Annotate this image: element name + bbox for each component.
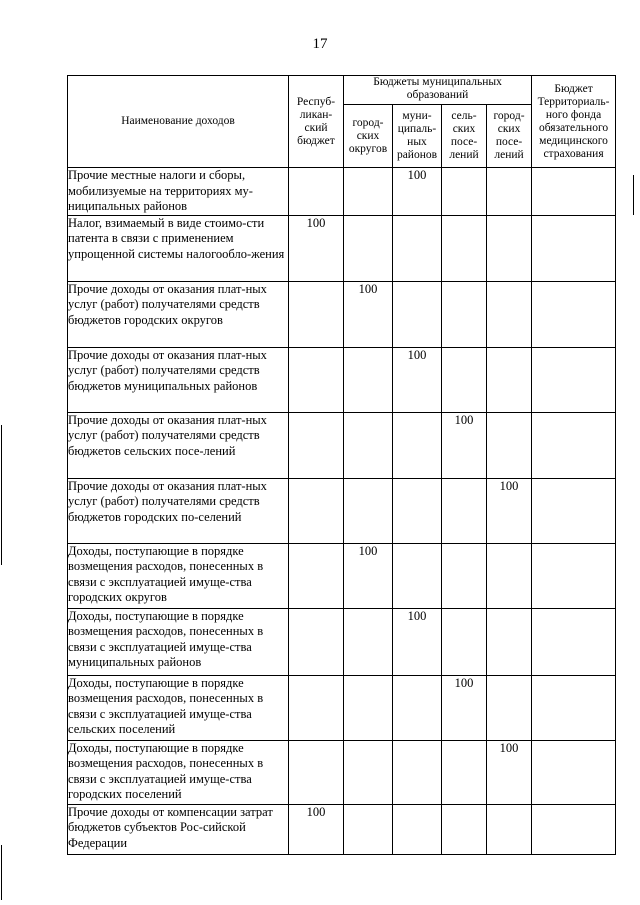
table-row (68, 412, 616, 478)
scan-edge-mark (1, 425, 2, 565)
table-row (68, 740, 616, 804)
share-cell-tfoms (532, 478, 616, 543)
header-municipal-budgets: Бюджеты муниципальных образований (344, 76, 532, 105)
share-cell-city: 100 (344, 281, 393, 347)
share-cell-mun (393, 675, 442, 740)
share-cell-republic (289, 478, 344, 543)
revenue-name-cell: Прочие доходы от компенсации затрат бюджетов субъектов Рос-сийской Федерации (68, 804, 289, 854)
share-cell-republic (289, 412, 344, 478)
share-cell-republic (289, 675, 344, 740)
share-cell-city (344, 740, 393, 804)
table-row (68, 215, 616, 281)
share-cell-city (344, 804, 393, 854)
share-cell-republic: 100 (289, 215, 344, 281)
revenue-name-cell: Прочие доходы от оказания плат-ных услуг (работ) получателями средств бюджетов городских округов (68, 281, 289, 347)
revenue-name-cell: Прочие местные налоги и сборы, мобилизуемые на территориях му-ниципальных районов (68, 168, 289, 216)
share-cell-republic: 100 (289, 804, 344, 854)
scan-edge-mark (1, 845, 2, 900)
share-cell-tfoms (532, 168, 616, 216)
share-cell-republic (289, 168, 344, 216)
share-cell-mun (393, 215, 442, 281)
share-cell-urban (487, 215, 532, 281)
table-row (68, 608, 616, 675)
share-cell-rural: 100 (442, 412, 487, 478)
table-row (68, 347, 616, 412)
share-cell-tfoms (532, 412, 616, 478)
share-cell-city (344, 608, 393, 675)
revenue-name-cell: Доходы, поступающие в порядке возмещения расходов, понесенных в связи с эксплуатацией имуще-ства сельских поселений (68, 675, 289, 740)
header-tfoms-budget: Бюджет Территориаль- ного фонда обязательного медицинского страхования (532, 76, 616, 168)
page-number: 17 (312, 36, 328, 52)
share-cell-rural: 100 (442, 675, 487, 740)
share-cell-republic (289, 347, 344, 412)
share-cell-mun: 100 (393, 347, 442, 412)
share-cell-rural (442, 281, 487, 347)
share-cell-rural (442, 215, 487, 281)
share-cell-urban: 100 (487, 478, 532, 543)
revenue-name-cell: Доходы, поступающие в порядке возмещения расходов, понесенных в связи с эксплуатацией имуще-ства городских округов (68, 543, 289, 608)
revenue-name-cell: Доходы, поступающие в порядке возмещения расходов, понесенных в связи с эксплуатацией имуще-ства муниципальных районов (68, 608, 289, 675)
share-cell-mun (393, 412, 442, 478)
share-cell-city (344, 347, 393, 412)
share-cell-urban (487, 543, 532, 608)
share-cell-rural (442, 168, 487, 216)
header-city-districts: город- ских округов (344, 105, 393, 168)
share-cell-republic (289, 543, 344, 608)
table-row (68, 804, 616, 854)
scan-edge-mark (633, 175, 634, 215)
share-cell-republic (289, 281, 344, 347)
share-cell-urban (487, 804, 532, 854)
share-cell-urban (487, 675, 532, 740)
share-cell-mun: 100 (393, 608, 442, 675)
table-row (68, 675, 616, 740)
table-row (68, 543, 616, 608)
share-cell-city: 100 (344, 543, 393, 608)
share-cell-city (344, 215, 393, 281)
header-municipal-districts: муни- ципаль- ных районов (393, 105, 442, 168)
table-row (68, 281, 616, 347)
share-cell-mun (393, 543, 442, 608)
share-cell-rural (442, 347, 487, 412)
share-cell-tfoms (532, 804, 616, 854)
revenue-distribution-table (67, 75, 616, 855)
share-cell-tfoms (532, 215, 616, 281)
table-row (68, 168, 616, 216)
share-cell-city (344, 412, 393, 478)
table-row (68, 478, 616, 543)
header-urban-settlements: город- ских посе- лений (487, 105, 532, 168)
revenue-name-cell: Прочие доходы от оказания плат-ных услуг (работ) получателями средств бюджетов муниципальных районов (68, 347, 289, 412)
share-cell-tfoms (532, 740, 616, 804)
share-cell-urban (487, 168, 532, 216)
share-cell-tfoms (532, 543, 616, 608)
share-cell-city (344, 675, 393, 740)
share-cell-mun (393, 281, 442, 347)
share-cell-urban: 100 (487, 740, 532, 804)
share-cell-tfoms (532, 608, 616, 675)
share-cell-city (344, 478, 393, 543)
share-cell-mun (393, 804, 442, 854)
share-cell-rural (442, 543, 487, 608)
share-cell-urban (487, 347, 532, 412)
share-cell-mun (393, 478, 442, 543)
share-cell-mun: 100 (393, 168, 442, 216)
revenue-name-cell: Прочие доходы от оказания плат-ных услуг (работ) получателями средств бюджетов сельских посе-лений (68, 412, 289, 478)
share-cell-mun (393, 740, 442, 804)
header-rural-settlements: сель- ских посе- лений (442, 105, 487, 168)
header-republic-budget: Респуб- ликан- ский бюджет (289, 76, 344, 168)
share-cell-rural (442, 478, 487, 543)
share-cell-rural (442, 740, 487, 804)
share-cell-rural (442, 804, 487, 854)
header-revenue-name: Наименование доходов (68, 76, 289, 168)
share-cell-republic (289, 608, 344, 675)
share-cell-urban (487, 281, 532, 347)
revenue-name-cell: Доходы, поступающие в порядке возмещения расходов, понесенных в связи с эксплуатацией имуще-ства городских поселений (68, 740, 289, 804)
share-cell-city (344, 168, 393, 216)
share-cell-rural (442, 608, 487, 675)
revenue-name-cell: Прочие доходы от оказания плат-ных услуг (работ) получателями средств бюджетов городских по-селений (68, 478, 289, 543)
revenue-name-cell: Налог, взимаемый в виде стоимо-сти патента в связи с применением упрощенной системы налогообло-жения (68, 215, 289, 281)
share-cell-tfoms (532, 347, 616, 412)
share-cell-republic (289, 740, 344, 804)
share-cell-tfoms (532, 281, 616, 347)
share-cell-urban (487, 412, 532, 478)
share-cell-urban (487, 608, 532, 675)
share-cell-tfoms (532, 675, 616, 740)
